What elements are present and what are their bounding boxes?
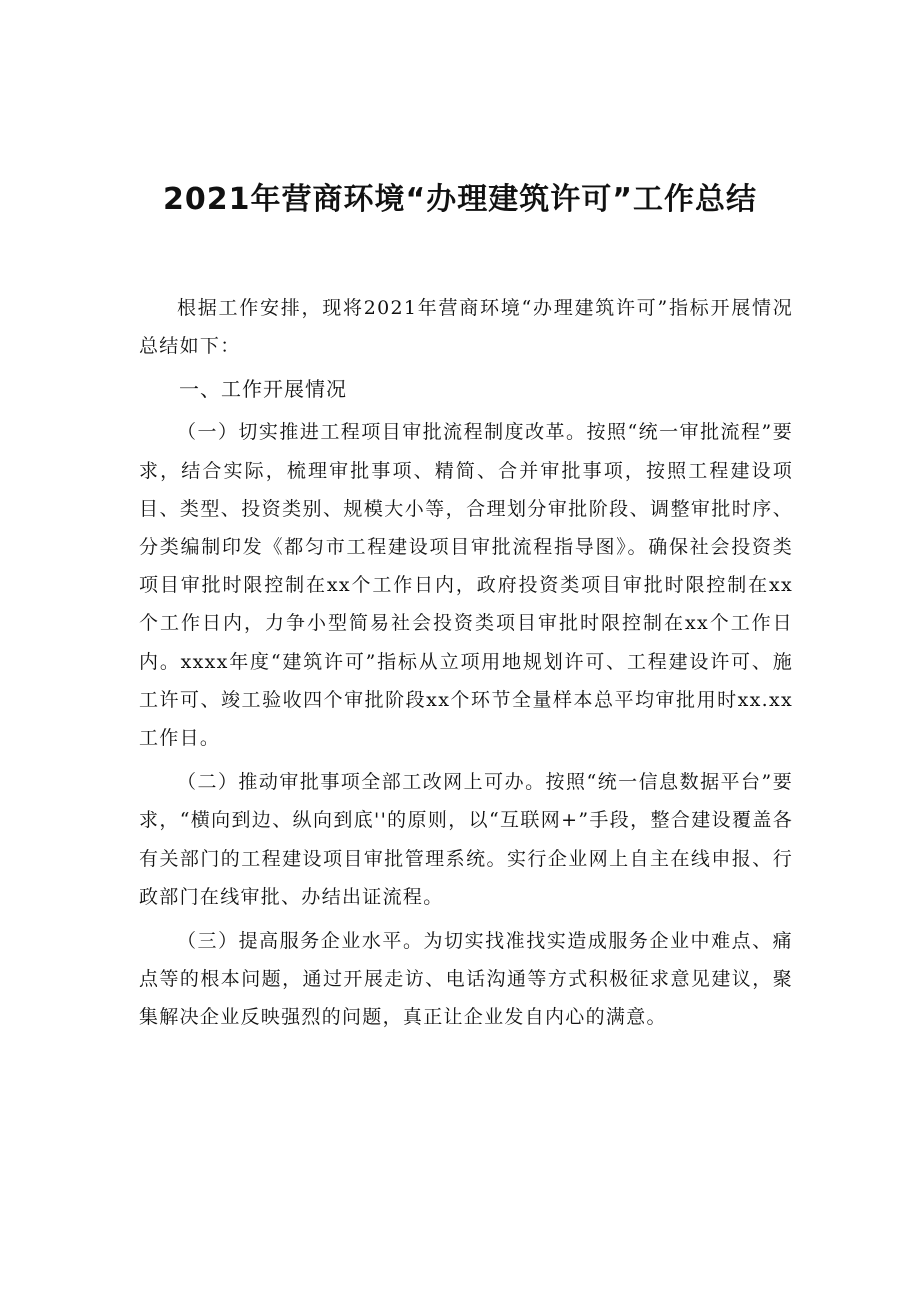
paragraph-2: （二）推动审批事项全部工改网上可办。按照“统一信息数据平台”要求，“横向到边、纵向到底''的原则，以“互联网+”手段，整合建设覆盖各有关部门的工程建设项目审批管理系统。实行企业网上自主在线申报、行政部门在线审批、办结出证流程。 [139, 771, 793, 908]
paragraph-1: （一）切实推进工程项目审批流程制度改革。按照“统一审批流程”要求，结合实际，梳理审批事项、精简、合并审批事项，按照工程建设项目、类型、投资类别、规模大小等，合理划分审批阶段、调整审批时序、分类编制印发《都匀市工程建设项目审批流程指导图》。确保社会投资类项目审批时限控制在xx个工作日内，政府投资类项目审批时限控制在xx个工作日内，力争小型简易社会投资类项目审批时限控制在xx个工作日内。xxxx年度“建筑许可”指标从立项用地规划许可、工程建设许可、施工许可、竣工验收四个审批阶段xx个环节全量样本总平均审批用时xx.xx工作日。 [139, 421, 793, 750]
document-body [139, 289, 793, 1037]
section-heading: 一、工作开展情况 [179, 377, 347, 402]
paragraph-3: （三）提高服务企业水平。为切实找准找实造成服务企业中难点、痛点等的根本问题，通过开展走访、电话沟通等方式积极征求意见建议，聚集解决企业反映强烈的问题，真正让企业发自内心的满意。 [139, 930, 793, 1029]
document-title: 2021年营商环境“办理建筑许可”工作总结 [163, 182, 757, 217]
intro-paragraph: 根据工作安排，现将2021年营商环境“办理建筑许可”指标开展情况总结如下： [139, 297, 793, 358]
